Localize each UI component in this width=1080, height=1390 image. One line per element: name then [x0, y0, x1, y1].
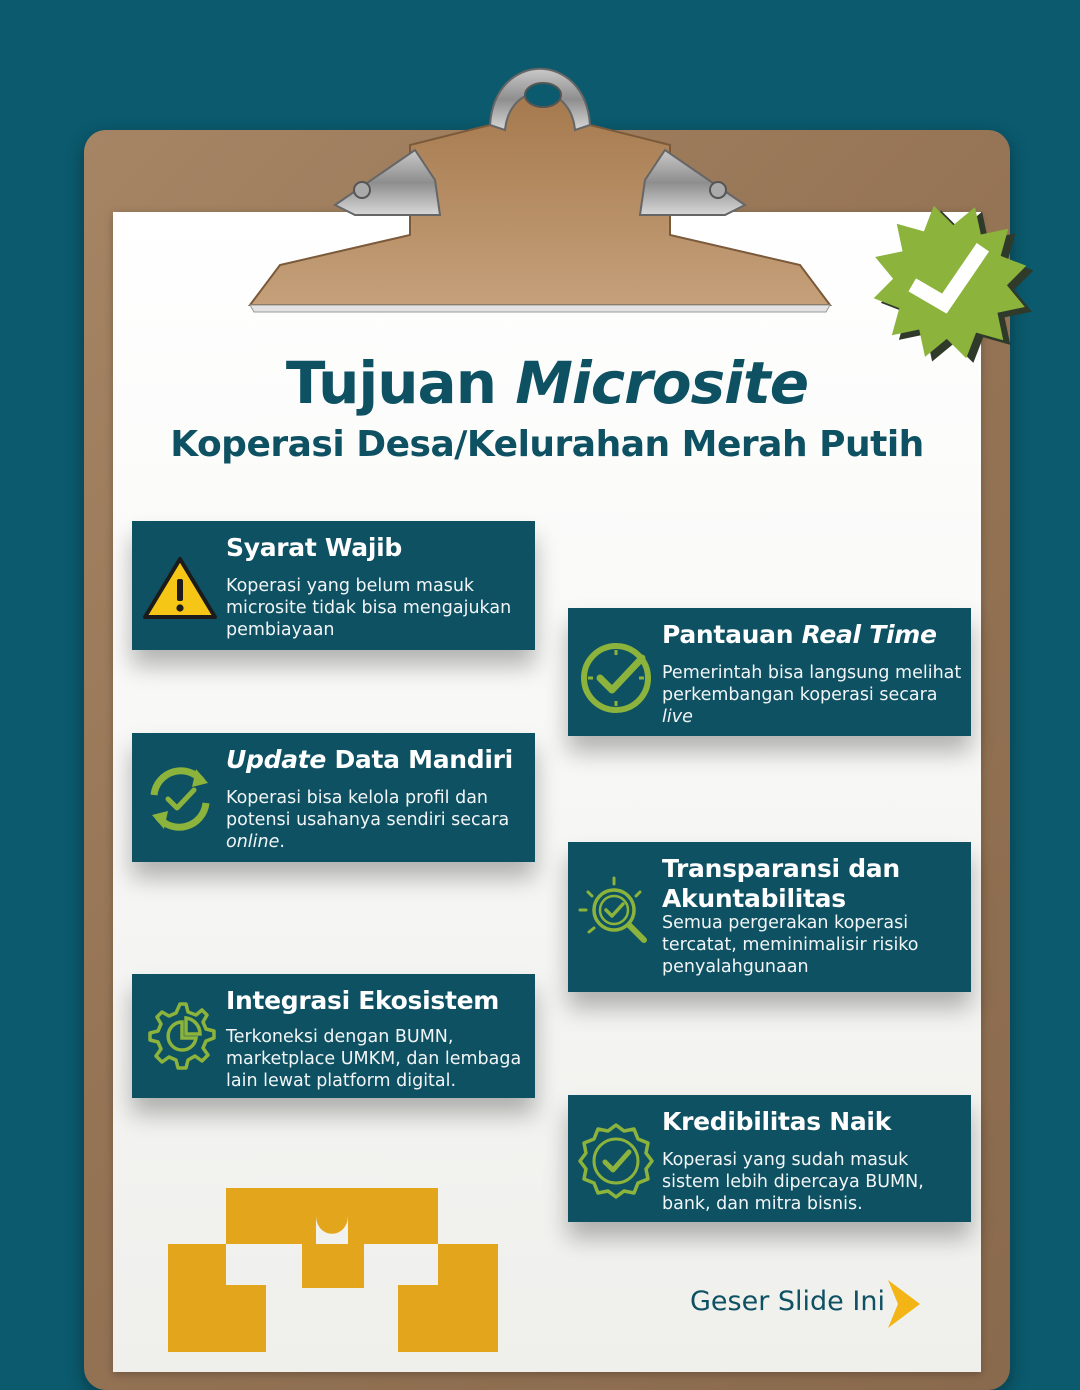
card-title: Transparansi dan Akuntabilitas [662, 854, 900, 913]
card-integrasi-ekosistem [132, 974, 535, 1098]
magnifier-check-icon [576, 872, 656, 952]
card-body: Terkoneksi dengan BUMN, marketplace UMKM, dan lembaga lain lewat platform digital. [226, 1027, 522, 1091]
chevron-right-icon[interactable] [886, 1278, 922, 1330]
page-subtitle: Koperasi Desa/Kelurahan Merah Putih [170, 424, 924, 465]
card-title: Syarat Wajib [226, 533, 403, 562]
badge-check-icon [576, 1121, 656, 1201]
card-body: Koperasi yang sudah masuk sistem lebih dipercaya BUMN, bank, dan mitra bisnis. [662, 1150, 924, 1214]
card-body: Koperasi bisa kelola profil dan potensi usahanya sendiri secara online. [226, 788, 510, 852]
card-title: Pantauan Real Time [662, 620, 937, 649]
card-title: Integrasi Ekosistem [226, 986, 500, 1015]
card-pantauan-real-time [568, 608, 971, 736]
card-syarat-wajib [132, 521, 535, 650]
card-transparansi [568, 842, 971, 992]
page-title: Tujuan Microsite [285, 349, 809, 417]
swipe-cta-text[interactable]: Geser Slide Ini [690, 1286, 885, 1317]
card-update-data-mandiri [132, 733, 535, 862]
card-body: Koperasi yang belum masuk microsite tidak bisa mengajukan pembiayaan [226, 576, 512, 640]
koperasi-logo [168, 1185, 498, 1355]
gear-chart-icon [140, 996, 220, 1076]
card-body: Pemerintah bisa langsung melihat perkembangan koperasi secara live [662, 663, 962, 727]
card-kredibilitas-naik [568, 1095, 971, 1222]
card-body: Semua pergerakan koperasi tercatat, meminimalisir risiko penyalahgunaan [662, 913, 919, 977]
refresh-check-icon [140, 759, 220, 839]
card-title: Kredibilitas Naik [662, 1107, 892, 1136]
clock-check-icon [576, 636, 656, 716]
card-title: Update Data Mandiri [226, 745, 513, 774]
checkmark-badge-icon [860, 190, 1035, 365]
clipboard-clip [240, 30, 840, 320]
warning-icon [140, 545, 220, 625]
